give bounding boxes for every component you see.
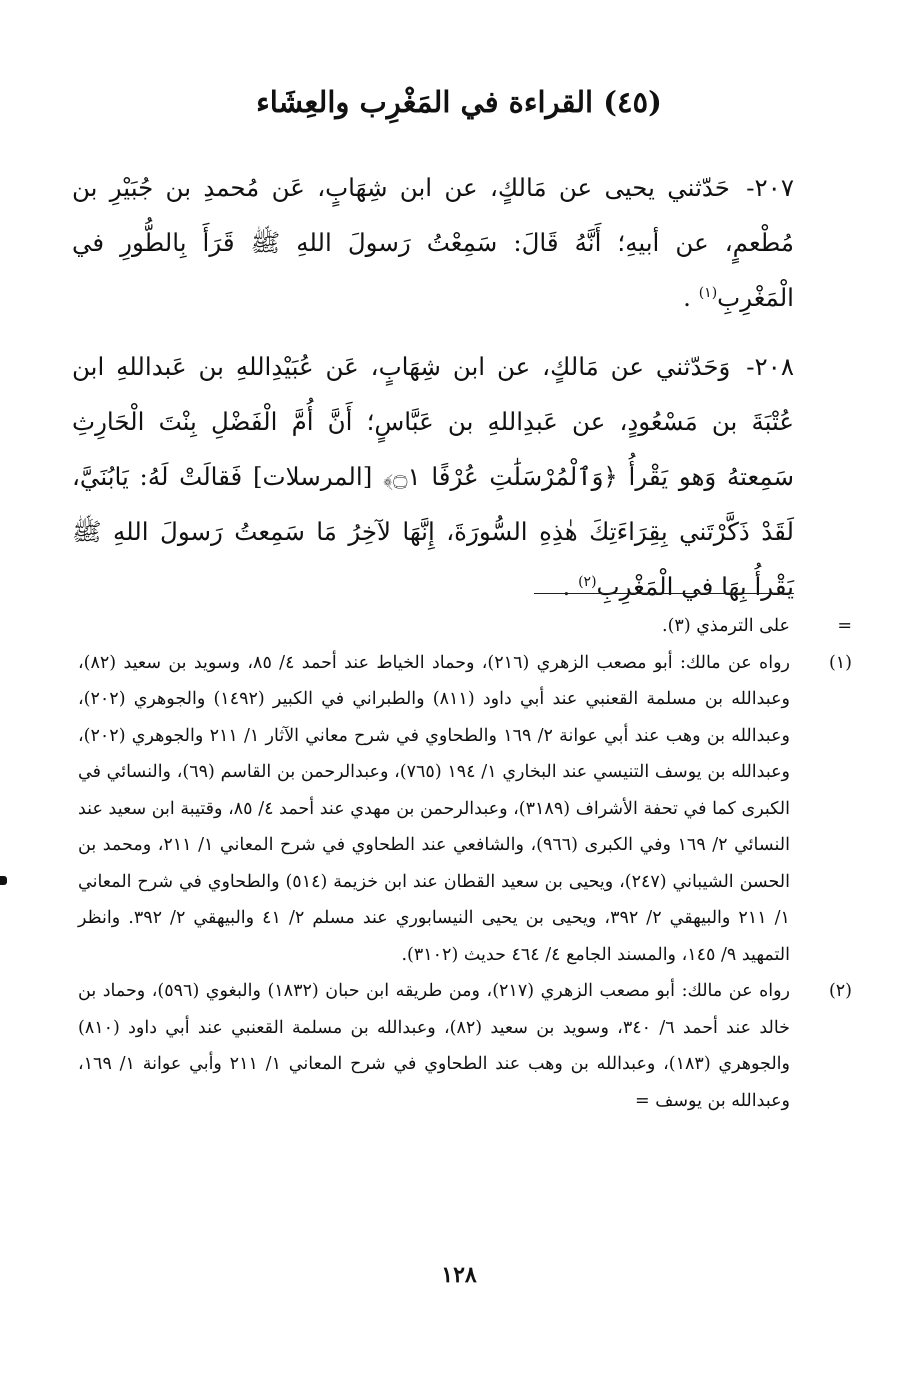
footnote-ref: (١) bbox=[698, 284, 718, 301]
hadith-207 bbox=[72, 160, 794, 325]
hadith-number: ٢٠٨- bbox=[746, 352, 794, 381]
footnote-continuation bbox=[78, 608, 852, 645]
hadith-text: وَحَدّثني عن مَالكٍ، عن ابن شِهَابٍ، عَن عُبَيْدِاللهِ بن عَبداللهِ ابن عُتْبَةَ بن مَسْعُودٍ، عن عَبدِاللهِ بن عَبَّاسٍ؛ أَنَّ أُمَّ الْفَضْلِ بِنْتَ الْحَارِثِ سَمِعتهُ وَهو يَقْرأُ bbox=[72, 352, 795, 491]
footnote-separator bbox=[534, 593, 794, 594]
chapter-title: (٤٥) القراءة في المَغْرِب والعِشَاء bbox=[256, 85, 662, 119]
footnote-text: رواه عن مالك: أبو مصعب الزهري (٢١٧)، ومن طريقه ابن حبان (١٨٣٢) والبغوي (٥٩٦)، وحماد بن خالد عند أحمد ٦/ ٣٤٠، وسويد بن سعيد (٨٢)، وعبدالله بن مسلمة القعنبي عند أبي داود (٨١٠) والجوهري (١٨٣)، وعبدالله بن وهب عند الطحاوي في شرح المعاني ١/ ٢١١ وأبي عوانة ١/ ١٦٩، وعبدالله بن يوسف bbox=[78, 981, 791, 1111]
page-number: ١٢٨ bbox=[441, 1262, 477, 1288]
hadith-number: ٢٠٧- bbox=[746, 173, 794, 202]
footnote-marker: (٢) bbox=[828, 981, 852, 1001]
footnote-1 bbox=[78, 645, 852, 974]
footnote-marker: (١) bbox=[828, 652, 852, 673]
main-text bbox=[72, 160, 794, 614]
footnote-2 bbox=[78, 973, 852, 1119]
continuation-mark: = bbox=[635, 1090, 650, 1111]
footnote-marker: = bbox=[837, 616, 852, 636]
footnote-ref: (٢) bbox=[578, 573, 597, 590]
hadith-end: . bbox=[683, 283, 691, 312]
scan-edge-mark bbox=[0, 876, 7, 885]
hadith-text: حَدّثني يحيى عن مَالكٍ، عن ابن شِهَابٍ، عَن مُحمدِ بن جُبَيْرِ بن مُطْعمٍ، عن أبيهِ؛ أَنَّهُ قَالَ: سَمِعْتُ رَسولَ اللهِ ﷺ قَرَأَ بِالطُّورِ في الْمَغْرِبِ bbox=[72, 173, 794, 312]
quran-verse: ﴿وَٱلْمُرْسَلَٰتِ عُرْفًا ۝١﴾ bbox=[383, 462, 618, 491]
hadith-208 bbox=[72, 339, 794, 614]
footnote-text: رواه عن مالك: أبو مصعب الزهري (٢١٦)، وحماد الخياط عند أحمد ٤/ ٨٥، وسويد بن سعيد (٨٢)، وعبدالله بن مسلمة القعنبي عند أبي داود (٨١١) والطبراني في الكبير (١٤٩٢) والجوهري (٢٠٢)، وعبدالله بن وهب عند أبي عوانة ٢/ ١٦٩ والطحاوي في شرح معاني الآثار ١/ ٢١١ والجوهري (٢٠٢)، وعبدالله بن يوسف التنيسي عند البخاري ١/ ١٩٤ (٧٦٥)، وعبدالرحمن بن القاسم (٦٩)، والنسائي في الكبرى كما في تحفة الأشراف (٣١٨٩)، وعبدالرحمن بن مهدي عند أحمد ٤/ ٨٥، وقتيبة ابن سعيد عند النسائي ٢/ ١٦٩ وفي الكبرى (٩٦٦)، والشافعي عند الطحاوي في شرح المعاني ١/ ٢١١، ومحمد بن الحسن الشيباني (٢٤٧)، ويحيى بن سعيد القطان عند ابن خزيمة (٥١٤) والطحاوي في شرح المعاني ١/ ٢١١ والبيهقي ٢/ ٣٩٢، ويحيى بن يحيى النيسابوري عند مسلم ٢/ ٤١ والبيهقي ٢/ ٣٩٢. وانظر التمهيد ٩/ ١٤٥، والمسند الجامع ٤/ ٤٦٤ حديث (٣١٠٢). bbox=[78, 652, 791, 965]
hadith-end: . bbox=[562, 572, 571, 601]
footnote-text: على الترمذي (٣). bbox=[662, 616, 790, 636]
hadith-text-continued: [المرسلات] فَقالَتْ لَهُ: يَابُنَيَّ، لَقَدْ ذَكَّرْتَني بِقِرَاءَتِكَ هٰذِهِ السُّورَةَ، إِنَّهَا لآخِرُ مَا سَمِعتُ رَسولَ اللهِ ﷺ يَقْرأُ بِهَا في الْمَغْرِبِ bbox=[72, 462, 794, 601]
footnotes bbox=[78, 608, 852, 1119]
